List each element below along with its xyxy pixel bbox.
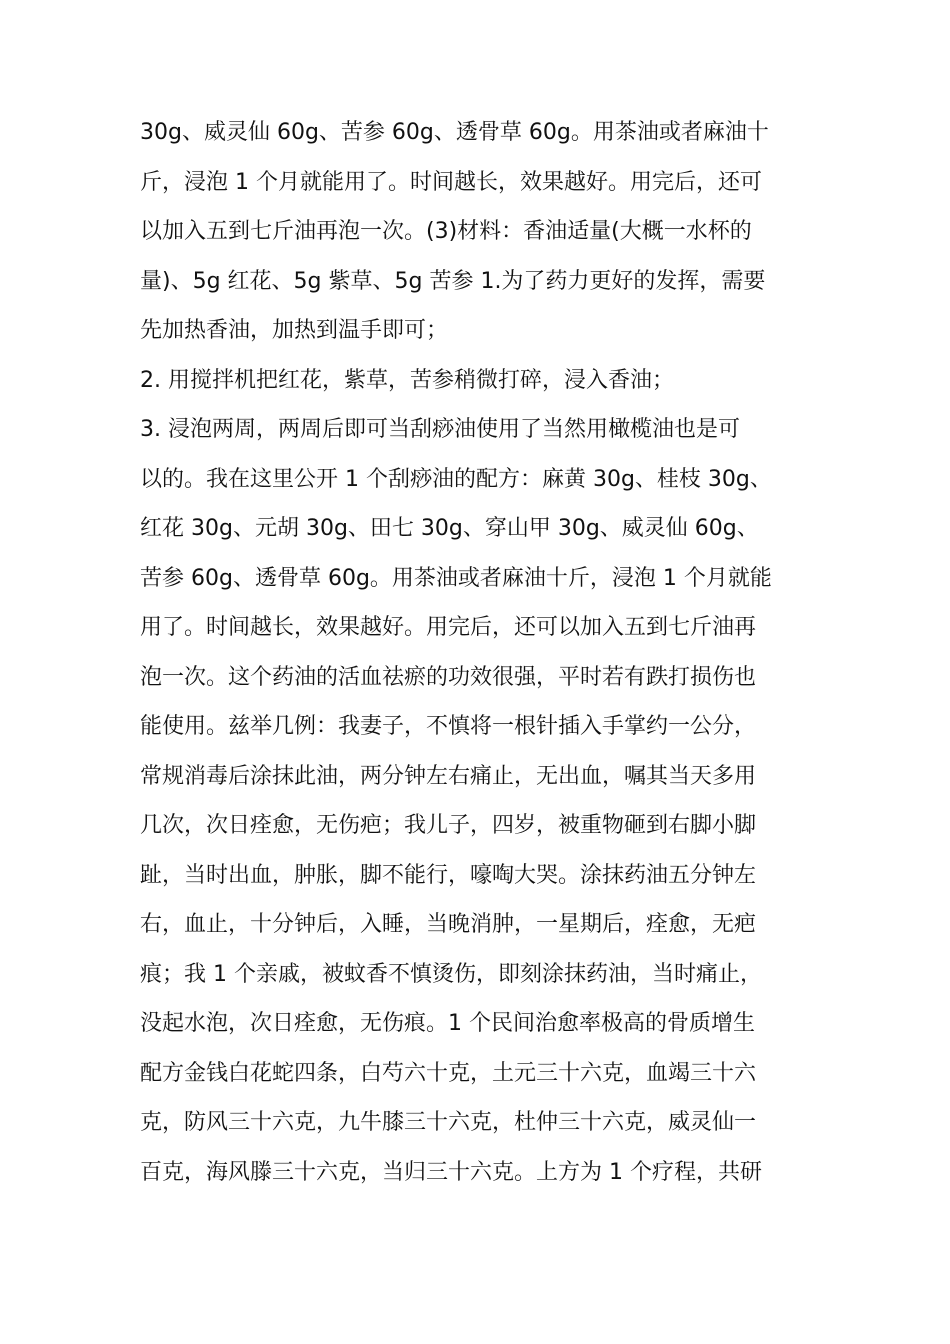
list-item-2: 2. 用搅拌机把红花，紫草，苦参稍微打碎，浸入香油；	[140, 367, 674, 393]
text-line: 常规消毒后涂抹此油，两分钟左右痛止，无出血，嘱其当天多用	[140, 763, 757, 789]
text-line: 量)、5g 红花、5g 紫草、5g 苦参 1.为了药力更好的发挥，需要	[140, 268, 766, 294]
text-line: 趾，当时出血，肿胀，脚不能行，嚎啕大哭。涂抹药油五分钟左	[140, 862, 757, 888]
text-line: 百克，海风滕三十六克，当归三十六克。上方为 1 个疗程，共研	[140, 1159, 762, 1185]
text-line: 泡一次。这个药油的活血祛瘀的功效很强，平时若有跌打损伤也	[140, 664, 757, 690]
body-text	[140, 108, 820, 1197]
text-line: 配方金钱白花蛇四条，白芍六十克，土元三十六克，血竭三十六	[140, 1060, 757, 1086]
text-line: 红花 30g、元胡 30g、田七 30g、穿山甲 30g、威灵仙 60g、	[140, 516, 759, 541]
text-line: 克，防风三十六克，九牛膝三十六克，杜仲三十六克，威灵仙一	[140, 1110, 757, 1135]
text-line: 先加热香油，加热到温手即可；	[140, 318, 449, 343]
list-item-3: 3. 浸泡两周，两周后即可当刮痧油使用了当然用橄榄油也是可	[140, 417, 740, 442]
text-line: 没起水泡，次日痊愈，无伤痕。1 个民间治愈率极高的骨质增生	[140, 1011, 755, 1036]
text-line: 30g、威灵仙 60g、苦参 60g、透骨草 60g。用茶油或者麻油十	[140, 120, 769, 145]
text-line: 以的。我在这里公开 1 个刮痧油的配方：麻黄 30g、桂枝 30g、	[140, 466, 772, 492]
text-line: 几次，次日痊愈，无伤疤；我儿子，四岁，被重物砸到右脚小脚	[140, 813, 757, 838]
text-line: 用了。时间越长，效果越好。用完后，还可以加入五到七斤油再	[140, 615, 757, 640]
text-line: 苦参 60g、透骨草 60g。用茶油或者麻油十斤，浸泡 1 个月就能	[140, 565, 772, 591]
text-line: 以加入五到七斤油再泡一次。(3)材料：香油适量(大概一水杯的	[140, 219, 752, 244]
text-line: 痕；我 1 个亲戚，被蚊香不慎烫伤，即刻涂抹药油，当时痛止，	[140, 961, 762, 987]
text-line: 右，血止，十分钟后，入睡，当晚消肿，一星期后，痊愈，无疤	[140, 912, 757, 937]
text-line: 斤，浸泡 1 个月就能用了。时间越长，效果越好。用完后，还可	[140, 169, 762, 195]
text-line: 能使用。兹举几例：我妻子，不慎将一根针插入手掌约一公分，	[140, 714, 757, 739]
